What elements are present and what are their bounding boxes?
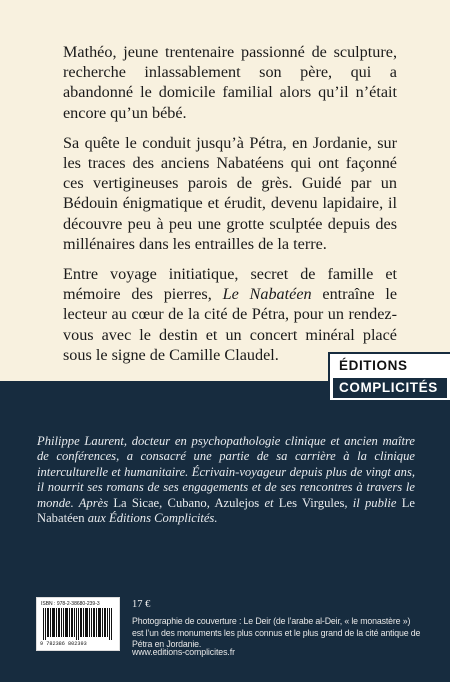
barcode xyxy=(36,597,120,651)
bio-book-la-sicae: La Sicae xyxy=(113,495,160,510)
bio-text-1: Philippe Laurent, docteur en psychopathologie clinique et ancien maître de conférences, a consacré une partie de sa carrière à la clinique interculturelle et humanitaire. Écrivain-voyageur depuis plus de vingt ans, il nourrit ses romans de ses engagements et de ses rencontres à travers le monde. Après xyxy=(37,434,415,510)
price: 17 € xyxy=(132,599,151,610)
book-title-inline: Le Nabatéen xyxy=(222,285,312,304)
book-blurb xyxy=(63,42,397,365)
logo-line-complicites: COMPLICITÉS xyxy=(333,378,447,398)
bio-sep-3: et xyxy=(259,495,279,510)
isbn-label: ISBN : 978-2-38680-239-3 xyxy=(41,601,100,607)
blurb-paragraph-1: Mathéo, jeune trentenaire passionné de sculpture, recherche inlassablement son père, qui a abandonné le domicile familial alors qu’il n’était encore qu’un bébé. xyxy=(63,43,397,122)
blurb-paragraph-2: Sa quête le conduit jusqu’à Pétra, en Jordanie, sur les traces des anciens Nabatéens qui ont façonné ces vertigineuses parois de grès. Guidé par un Bédouin énigmatique et érudit, devenu lapidaire, il découvre peu à peu une grotte sculptée depuis des millénaires dans les entrailles de la terre. xyxy=(63,133,397,253)
bio-text-2: , il publie xyxy=(344,495,402,510)
publisher-logo xyxy=(328,352,450,402)
publisher-website[interactable]: www.editions-complicites.fr xyxy=(132,647,235,657)
back-cover-bottom xyxy=(0,358,450,682)
blurb-p3-outro: entraîne le lecteur au cœur de la cité de Pétra, pour un rendez-vous avec le destin et un concert minéral placé sous le signe de Camille Claudel. xyxy=(63,285,398,364)
blurb-p3-intro: Entre voyage initiatique, secret de famille et mémoire des pierres, xyxy=(63,265,397,304)
bio-book-cubano: Cubano xyxy=(167,495,207,510)
bio-sep-1: , xyxy=(159,495,168,510)
bio-text-3: aux Éditions Complicités. xyxy=(84,511,218,526)
bio-sep-2: , xyxy=(206,495,215,510)
blurb-paragraph-3 xyxy=(63,264,397,365)
author-bio xyxy=(37,434,415,526)
barcode-digits: 9 782386 802393 xyxy=(40,641,87,647)
barcode-bars-icon xyxy=(43,608,115,640)
bio-book-le-nabateen: Le Nabatéen xyxy=(37,495,416,526)
bio-book-les-virgules: Les Virgules xyxy=(278,495,345,510)
logo-line-editions: ÉDITIONS xyxy=(333,356,447,376)
photo-credit: Photographie de couverture : Le Deir (de l’arabe al-Deir, « le monastère ») est l’un des monuments les plus connus et le plus grand de la cité antique de Pétra en Jordanie. xyxy=(132,616,421,649)
bio-book-azulejos: Azulejos xyxy=(214,495,260,510)
